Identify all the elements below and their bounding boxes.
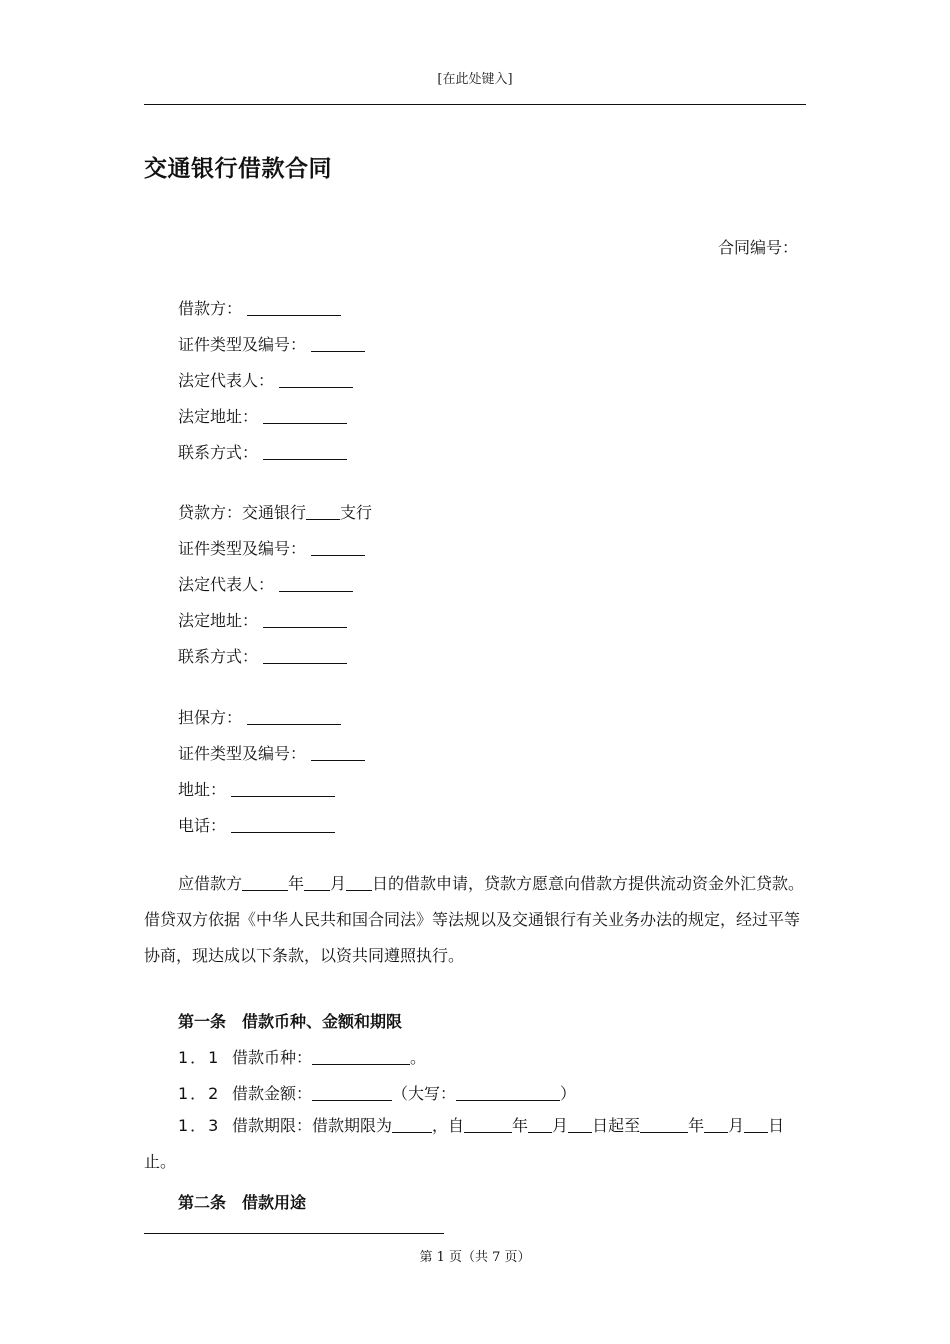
borrower-address-label: 法定地址： (178, 407, 259, 426)
intro-paragraph (144, 866, 806, 974)
amount-words-blank (456, 1084, 560, 1101)
end-year-blank (640, 1116, 688, 1133)
end-month-blank (704, 1116, 728, 1133)
guarantor-name-line (178, 705, 341, 728)
clause-1-1-label: 借款币种： (232, 1048, 313, 1067)
borrower-id-blank (311, 335, 365, 352)
clause-1-3-g: 日 (768, 1116, 785, 1135)
lender-name-suffix: 支行 (340, 503, 373, 522)
lender-rep-blank (279, 575, 353, 592)
borrower-rep-label: 法定代表人： (178, 371, 275, 390)
intro-year-blank (242, 874, 288, 891)
lender-name-line (178, 500, 372, 523)
lender-contact-blank (263, 647, 347, 664)
borrower-address-blank (263, 407, 347, 424)
borrower-contact-blank (263, 443, 347, 460)
contract-number-label: 合同编号： (717, 238, 798, 257)
borrower-name-label: 借款方： (178, 299, 243, 318)
start-month-blank (528, 1116, 552, 1133)
clause-1-2-mid: （大写： (392, 1084, 457, 1103)
lender-rep-line (178, 572, 353, 595)
clause-1-2 (178, 1081, 576, 1104)
amount-blank (312, 1084, 392, 1101)
guarantor-address-blank (231, 780, 335, 797)
clause-1-1 (178, 1045, 426, 1068)
clause-1-1-number: 1．1 (178, 1048, 221, 1067)
lender-address-label: 法定地址： (178, 611, 259, 630)
guarantor-address-label: 地址： (178, 780, 227, 799)
intro-text-1: 应借款方 (178, 874, 243, 893)
lender-contact-label: 联系方式： (178, 647, 259, 666)
guarantor-address-line (178, 777, 335, 800)
intro-text-4: 日的借款申请，贷款方愿意向借款方提供流动资金外汇贷款。借贷双方依据《中华人民共和国合同法》等法规以及交通银行有关业务办法的规定，经过平等协商，现达成以下条款，以资共同遵照执行。 (144, 874, 805, 965)
borrower-id-label: 证件类型及编号： (178, 335, 307, 354)
lender-address-blank (263, 611, 347, 628)
intro-text-3: 月 (330, 874, 347, 893)
clause-1-3-c: 月 (552, 1116, 569, 1135)
intro-day-blank (346, 874, 372, 891)
lender-name-prefix: 贷款方：交通银行 (178, 503, 307, 522)
term-blank (392, 1116, 432, 1133)
clause-1-3-number: 1．3 (178, 1116, 221, 1135)
borrower-contact-line (178, 440, 347, 463)
guarantor-phone-blank (231, 816, 335, 833)
lender-address-line (178, 608, 347, 631)
header-divider (144, 104, 806, 105)
borrower-id-line (178, 332, 365, 355)
page-header-placeholder: [在此处键入] (437, 72, 513, 87)
clause-1-2-number: 1．2 (178, 1084, 221, 1103)
clause-1-3-d: 日起至 (592, 1116, 641, 1135)
borrower-name-line (178, 296, 341, 319)
borrower-address-line (178, 404, 347, 427)
guarantor-name-label: 担保方： (178, 708, 243, 727)
guarantor-id-line (178, 741, 365, 764)
lender-contact-line (178, 644, 347, 667)
clause-1-3-f: 月 (728, 1116, 745, 1135)
end-day-blank (744, 1116, 768, 1133)
guarantor-phone-label: 电话： (178, 816, 227, 835)
borrower-rep-blank (279, 371, 353, 388)
article-2-heading: 第二条 借款用途 (178, 1193, 307, 1212)
lender-id-line (178, 536, 365, 559)
clause-1-3-a: ，自 (432, 1116, 465, 1135)
page-number: 第 1 页（共 7 页） (419, 1250, 531, 1265)
intro-month-blank (304, 874, 330, 891)
article-1-heading: 第一条 借款币种、金额和期限 (178, 1012, 403, 1031)
footer-divider (144, 1233, 444, 1234)
clause-1-2-end: ） (560, 1084, 577, 1103)
borrower-name-blank (247, 299, 341, 316)
clause-1-3-e: 年 (688, 1116, 705, 1135)
currency-blank (312, 1048, 410, 1065)
borrower-contact-label: 联系方式： (178, 443, 259, 462)
clause-1-1-end: 。 (410, 1048, 427, 1067)
lender-rep-label: 法定代表人： (178, 575, 275, 594)
clause-1-3-label: 借款期限：借款期限为 (232, 1116, 393, 1135)
intro-text-2: 年 (288, 874, 305, 893)
start-year-blank (464, 1116, 512, 1133)
lender-branch-blank (306, 503, 340, 520)
start-day-blank (568, 1116, 592, 1133)
guarantor-phone-line (178, 813, 335, 836)
borrower-rep-line (178, 368, 353, 391)
lender-id-label: 证件类型及编号： (178, 539, 307, 558)
guarantor-id-label: 证件类型及编号： (178, 744, 307, 763)
lender-id-blank (311, 539, 365, 556)
guarantor-id-blank (311, 744, 365, 761)
guarantor-name-blank (247, 708, 341, 725)
clause-1-2-label: 借款金额： (232, 1084, 313, 1103)
clause-1-3-tail: 止。 (144, 1152, 177, 1171)
document-title: 交通银行借款合同 (144, 156, 332, 182)
clause-1-3-b: 年 (512, 1116, 529, 1135)
clause-1-3 (144, 1108, 806, 1180)
